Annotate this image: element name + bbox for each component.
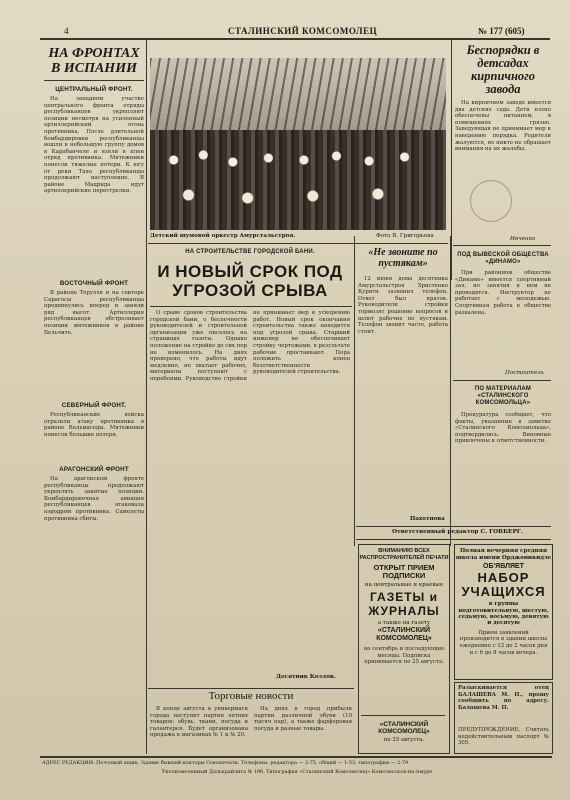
ad-plus: а также на газету [377, 620, 431, 626]
paragraph: 12 июня дома десятника Амурстальстроя Христенко Куряги зазвонил телефон. Ответ был краток. Руководители стройки тормозят решение вопросов и шлют рабочих по пустякам. Телефон звонит часто, работа стоит. [358, 276, 448, 335]
school-groups: в группы подготовительную, шестую, седьмую, восьмую, девятую и десятую [458, 601, 549, 627]
paragraph: Республиканские войска отразили атаку противника в районе Вальмаседы. Мятежники понесли большие потери. [44, 412, 144, 438]
dynamo-text [455, 270, 551, 366]
paragraph: На кирпичном заводе имеется два детских сада. Дети плохо обеспечены питанием, в помещениях грязно. Заведующая не принимает мер к наведению порядка. Родители жалуются, но никто не обращает внимания на их жалобы. [455, 100, 551, 153]
paper-stain [470, 180, 512, 222]
paragraph: При районном обществе «Динамо» имеется спортивный зал, но занятия в нем не проводятся. Инструктор не работает с молодежью. Спортивная работа в обществе развалена. [455, 270, 551, 316]
photo-children [150, 130, 446, 230]
section-heading: СЕВЕРНЫЙ ФРОНТ. [61, 402, 127, 409]
column-rule [146, 40, 147, 754]
notice-text: Разыскивается отец БАЛАШЕВА М. П., прошу сообщить по адресу. Балашева М. П. [458, 685, 549, 711]
paragraph: На арагонском фронте республиканцы продолжают укреплять занятые позиции. Бомбардировочная авиация республиканцев атаковала аэродром противника. Самолеты противника сбиты. [44, 476, 144, 522]
riots-title: Беспорядки в детсадах кирпичного завода [466, 43, 540, 96]
article-text [44, 476, 144, 716]
ad-papers: ГАЗЕТЫ и ЖУРНАЛЫ [368, 590, 440, 618]
trade-title: Торговые новости [208, 690, 294, 702]
spain-title-line: НА ФРОНТАХ [48, 46, 140, 61]
masthead-rule [40, 38, 550, 40]
notice-warn: ПРЕДУПРЕЖДЕНИЕ. Считать недействительным паспорт № 305. [458, 727, 549, 747]
paragraph: Прокуратура сообщает, что факты, указанные в заметке «Сталинского Комсомольца», подтвердились. Виновные привлечены к ответственности. [455, 412, 551, 445]
footer-printer: Уполномоченный Далькрайлита № 196. Типография «Сталинский Комсомолец» Комсомольск-на-Амуре [161, 769, 433, 775]
divider [356, 539, 551, 540]
section-heading: ЦЕНТРАЛЬНЫЙ ФРОНТ. [55, 86, 133, 93]
ad-footer-paper: «СТАЛИНСКИЙ КОМСОМОЛЕЦ» [378, 721, 430, 735]
paragraph: В конце августа в универмаги города поступит партия летних товаров: обувь, ткани, посуда и галантерея. Будет организована продажа в магазинах № 1 и № 20. [150, 706, 248, 739]
baths-kicker: НА СТРОИТЕЛЬСТВЕ ГОРОДСКОЙ БАНИ. [185, 249, 315, 255]
school-announce: ОБ'ЯВЛЯЕТ [483, 563, 524, 571]
paragraph: В районе Теруэля и на секторе Сарагосы республиканцы продвинулись вперед и заняли ряд высот. Артиллерия республиканцев обстреливает позиции мятежников в районе Бельчите. [44, 290, 144, 336]
footer-rule [40, 756, 552, 758]
photo-caption: Детский шумовой оркестр Амурстальстроя. [150, 233, 296, 239]
ad-open: ОТКРЫТ ПРИЕМ ПОДПИСКИ [373, 563, 435, 580]
masthead-title: СТАЛИНСКИЙ КОМСОМОЛЕЦ [228, 26, 378, 36]
ad-footer-note: по 25 августа. [383, 737, 425, 743]
school-big: НАБОР УЧАЩИХСЯ [461, 570, 546, 600]
editor-line: Ответственный редактор С. ГОВБЕРГ. [392, 529, 523, 535]
spain-title-line: В ИСПАНИИ [51, 61, 137, 76]
column-rule [354, 236, 355, 546]
divider [150, 306, 352, 307]
article-text [44, 412, 144, 462]
baths-author: Десятник Козлов. [276, 674, 336, 680]
divider [361, 715, 445, 716]
article-text [44, 96, 144, 276]
spain-article [44, 84, 144, 750]
school-lead: Полная вечерняя средняя школа имени Орджоникидзе [455, 548, 552, 561]
orchestra-photo [150, 58, 446, 230]
paragraph: На днях в город прибыли партии различной обуви (10 тысяч пар), а также фарфоровая посуда и разные товары. [254, 706, 352, 732]
ad-paper-name: «СТАЛИНСКИЙ КОМСОМОЛЕЦ» [376, 627, 432, 642]
noise-author: Пахотнова [410, 516, 445, 522]
section-heading: АРАГОНСКИЙ ФРОНТ [59, 466, 129, 473]
article-text [44, 290, 144, 398]
school-ad [454, 544, 553, 680]
divider [453, 245, 551, 246]
materials-title: ПО МАТЕРИАЛАМ «СТАЛИНСКОГО КОМСОМОЛЬЦА» [474, 386, 532, 406]
spain-title [44, 46, 144, 76]
photo-background [150, 58, 446, 135]
ad-note: на сентябрь и последующие месяцы. Подписка принимается по 25 августа. [363, 646, 445, 666]
section-heading: ВОСТОЧНЫЙ ФРОНТ [59, 280, 129, 287]
ad-lead: ВНИМАНИЮ ВСЕХ РАСПРОСТРАНИТЕЛЕЙ ПЕЧАТИ [359, 548, 449, 561]
school-note: Прием заявлений производится в здании школы ежедневно с 12 до 2 часов дня и с 6 до 8 часов вечера. [459, 629, 548, 656]
issue-number: № 177 (605) [478, 26, 525, 36]
notice-ad [454, 682, 553, 754]
noise-text [358, 276, 448, 508]
divider [44, 80, 144, 81]
trade-text-left [150, 706, 248, 752]
subscription-ad [358, 544, 450, 754]
divider [148, 243, 448, 244]
paragraph: На западном участке центрального фронта отряды республиканцев укрепляют позиции несмотря на усиленный артиллерийский огонь противника. После длительной бомбардировки республиканцы вошли в небольшую группу домов в Карабанчеле и взяли в плен отряд противника. Мятежники понесли тяжелые потери. К югу от реки Тахо республиканцы продолжают наступление. В районе Мадрида идут артиллерийские перестрелки. [44, 96, 144, 195]
paragraph: О срыве сроков строительства городской бани, о беспечности руководителей и строительной организации уже писалось на страницах газеты. Однако положение на стройке до сих пор не изменилось. На днях проверено, что работы идут медленно, не хватает рабочих, материалы поступают с перебоями. Руководство стройки не принимает мер к ускорению работ. Новый срок окончания строительства также находится под угрозой срыва. Старший инженер не обеспечивает стройку чертежами, в результате рабочие простаивают. Пора положить конец безответственности руководителей строительства. [150, 310, 350, 382]
dynamo-title: ПОД ВЫВЕСКОЙ ОБЩЕСТВА «ДИНАМО» [457, 252, 549, 265]
column-rule [450, 236, 451, 546]
page-number: 4 [64, 26, 69, 36]
baths-text [150, 310, 350, 680]
divider [356, 526, 551, 527]
baths-title: И НОВЫЙ СРОК ПОД УГРОЗОЙ СРЫВА [157, 262, 343, 300]
trade-text-right [254, 706, 352, 752]
photo-credit: Фото В. Григорьева [376, 233, 434, 239]
divider [453, 380, 551, 381]
dynamo-author: Постоитель [505, 370, 544, 376]
divider [148, 688, 354, 689]
ad-on: на центральные и краевые [364, 582, 444, 588]
column-rule [451, 40, 452, 280]
materials-text [455, 412, 551, 522]
riots-author: Ивченко [510, 236, 536, 242]
footer-address: АДРЕС РЕДАКЦИИ: Почтовый ящик. Здание бывшей конторы Союзпечати. Телефоны: редактора — 2-75, общий — 1-53, типография — 2-79 [42, 760, 409, 766]
noise-title: «Не звоните по пустякам» [368, 247, 438, 269]
